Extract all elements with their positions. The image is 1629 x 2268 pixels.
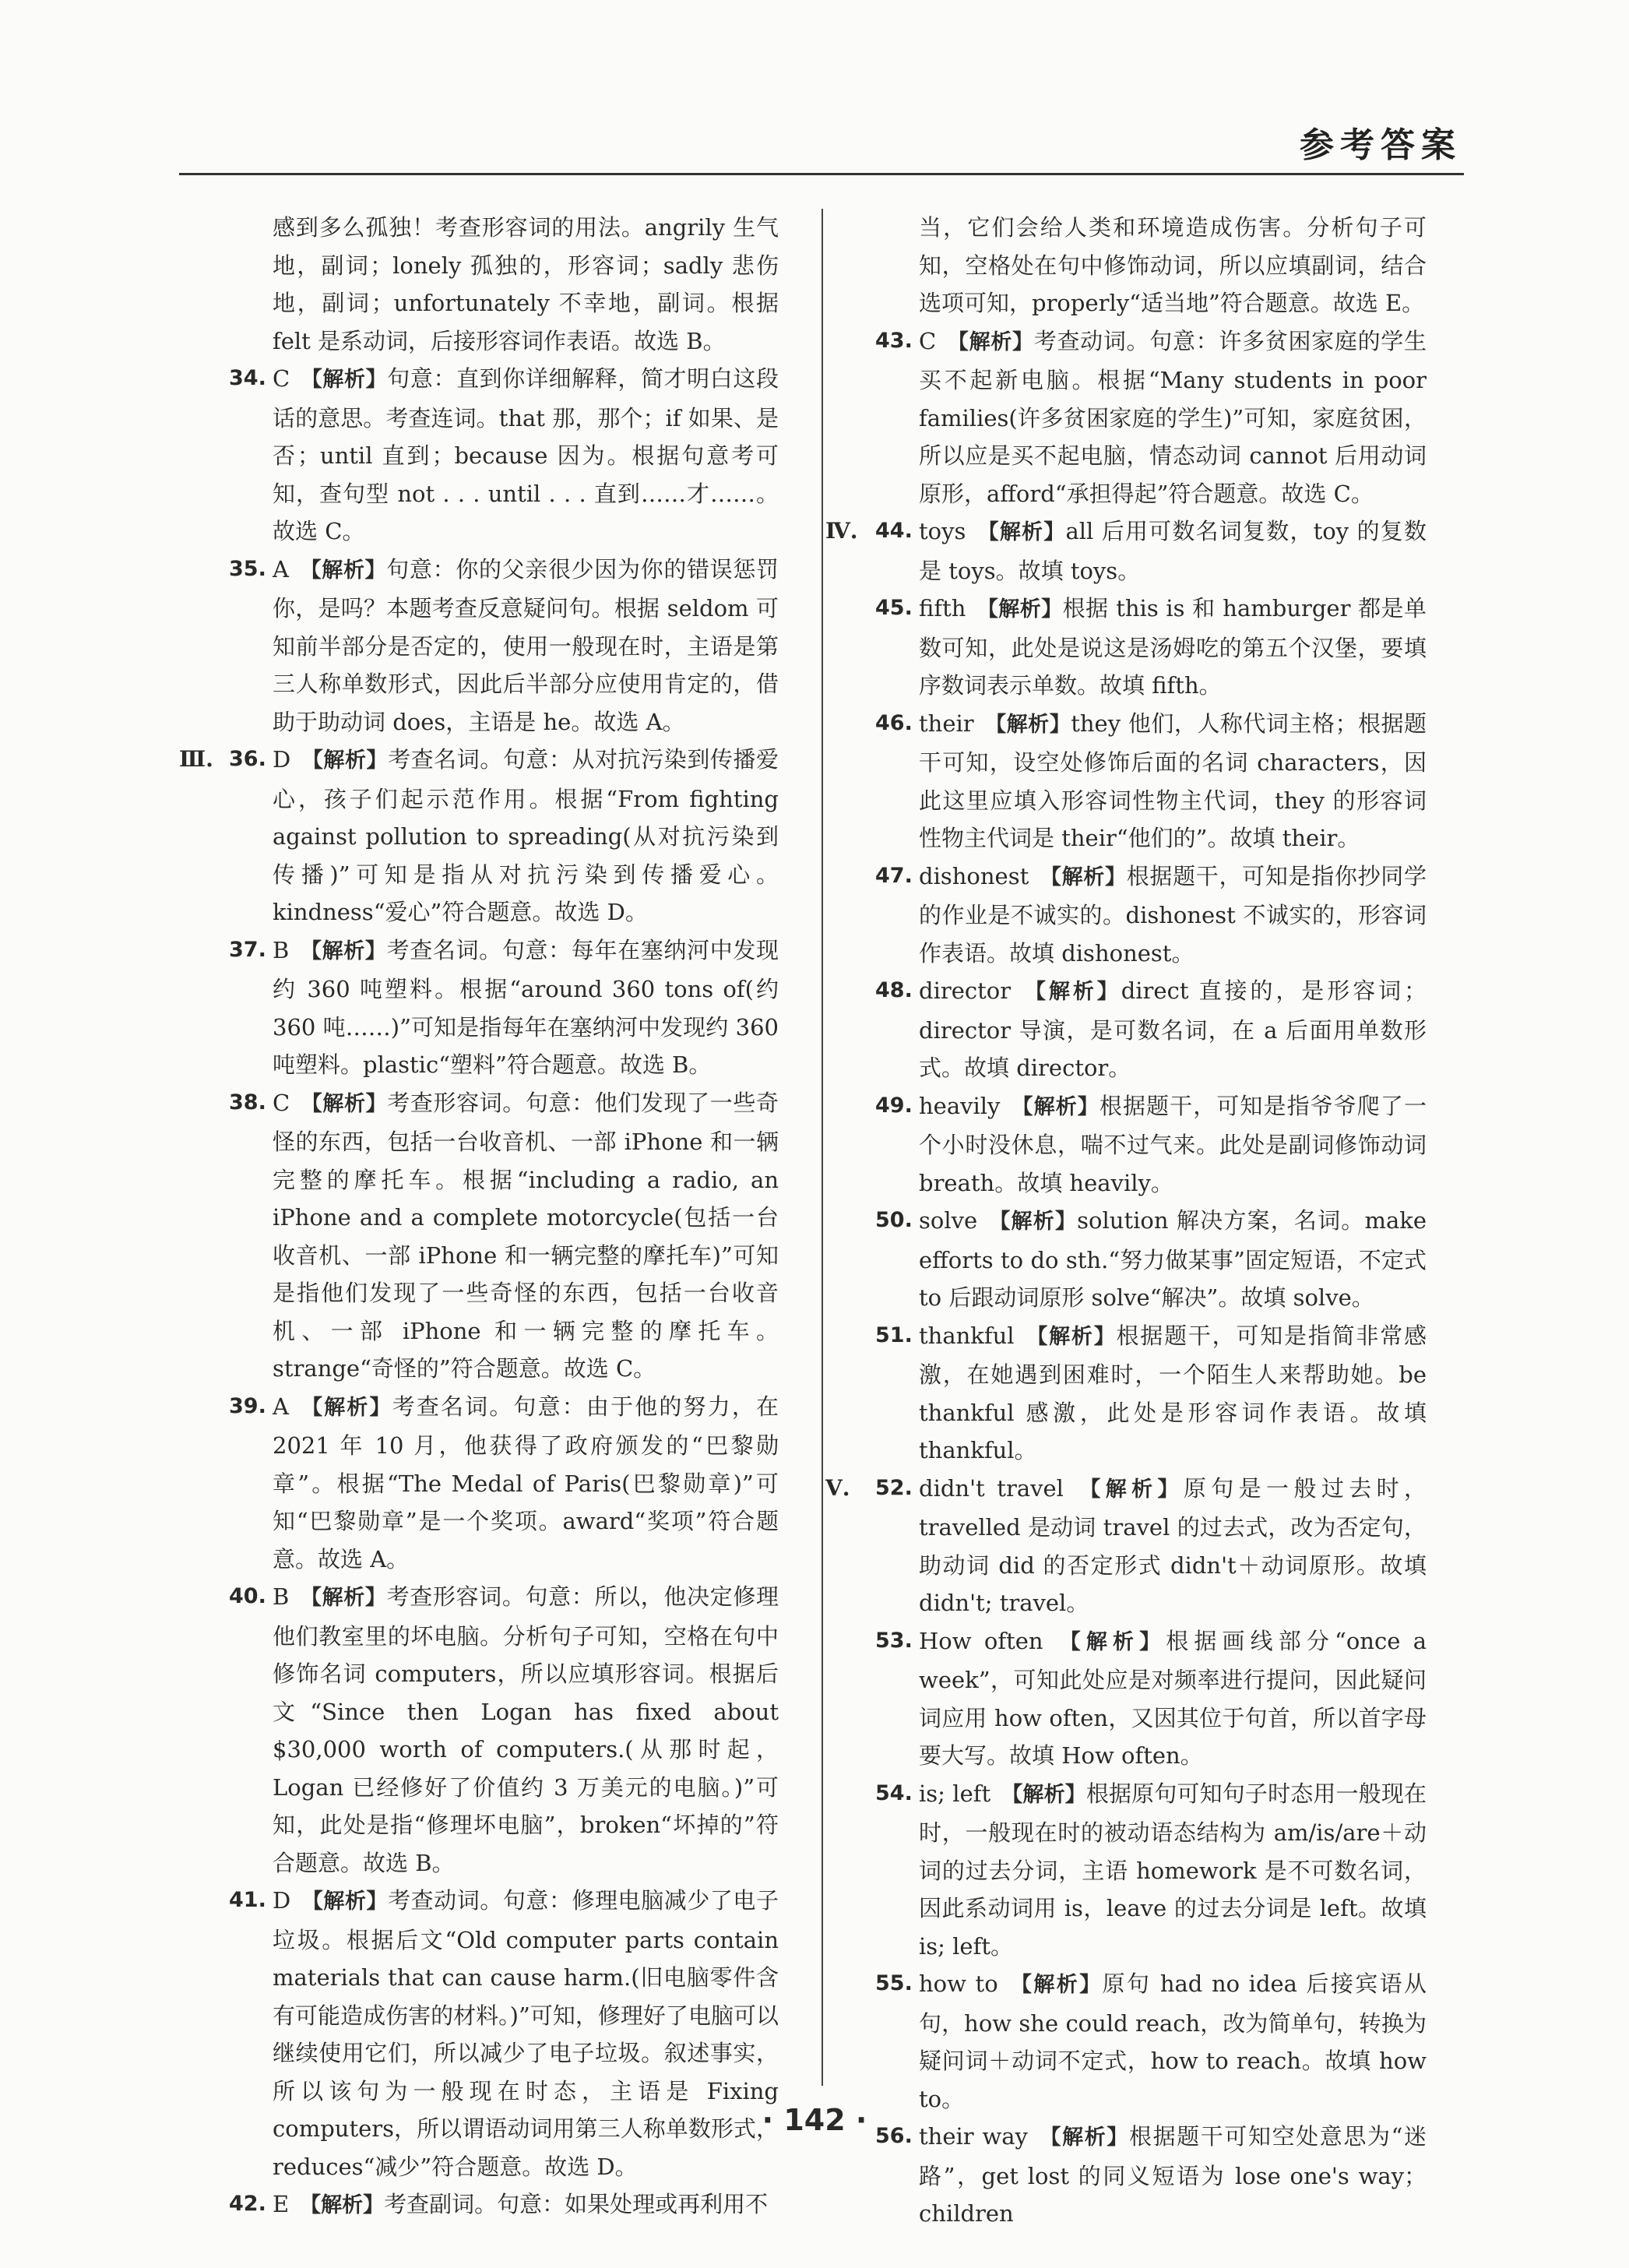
question-number: 49. — [875, 1093, 913, 1118]
answer-key: A — [273, 555, 289, 583]
analysis-text: 考查副词。句意：如果处理或再利用不 — [384, 2191, 769, 2217]
analysis-tag: 【解析】 — [984, 712, 1071, 737]
answer-entry — [875, 322, 1427, 513]
analysis-tag: 【解析】 — [300, 939, 387, 963]
analysis-text: 考查动词。句意：修理电脑减少了电子垃圾。根据后文“Old computer parts contain materials that can cause harm.(旧电脑零件含有可能造成伤害的材料。)”可知，修理好了电脑可以继续使用它们，所以减少了电子垃圾。叙述事实，所以该句为一般现在时态，主语是 Fixing computers，所以谓语动词用第三人称单数形式，reduces“减少”符合题意。故选 D。 — [273, 1887, 779, 2180]
answer-entry — [875, 1202, 1427, 1317]
answer-key: B — [273, 936, 290, 963]
analysis-text: 考查名词。句意：从对抗污染到传播爱心，孩子们起示范作用。根据“From fighting against pollution to spreading(从对抗污染到传播)”可知是指从对抗污染到传播爱心。kindness“爱心”符合题意。故选 D。 — [273, 746, 779, 925]
answer-key: their — [919, 710, 974, 737]
answer-entry — [825, 1470, 1427, 1622]
answer-key: C — [919, 327, 937, 354]
question-number: 37. — [229, 937, 266, 962]
question-number: 44. — [875, 519, 913, 543]
question-number: 34. — [229, 366, 266, 390]
analysis-text: 考查名词。句意：每年在塞纳河中发现约 360 吨塑料。根据“around 360 tons of(约 360 吨……)”可知是指每年在塞纳河中发现约 360 吨塑料。plastic“塑料”符合题意。故选 B。 — [273, 936, 779, 1078]
answer-entry — [875, 705, 1427, 858]
answer-entry — [875, 1317, 1427, 1470]
analysis-tag: 【解析】 — [301, 748, 389, 773]
answer-entry — [229, 932, 779, 1084]
question-number: 42. — [229, 2192, 266, 2216]
answer-key: B — [273, 1583, 290, 1610]
analysis-tag: 【解析】 — [1074, 1477, 1184, 1502]
question-number: 50. — [875, 1208, 913, 1232]
analysis-text: 根据原句可知句子时态用一般现在时，一般现在时的被动语态结构为 am/is/are＋动词的过去分词，主语 homework 是不可数名词，因此系动词用 is，leave 的过去分词是 left。故填 is; left。 — [919, 1780, 1427, 1960]
analysis-text: 根据画线部分“once a week”，可知此处应是对频率进行提问，因此疑问词应用 how often，又因其位于句首，所以首字母要大写。故填 How often。 — [919, 1627, 1427, 1769]
question-number: 47. — [875, 863, 913, 888]
section-numeral: Ⅴ. — [825, 1474, 850, 1501]
question-number: 35. — [229, 556, 266, 581]
analysis-text: all 后用可数名词复数，toy 的复数是 toys。故填 toys。 — [919, 518, 1427, 584]
answer-entry — [229, 1882, 779, 2185]
answer-entry — [229, 551, 779, 741]
answer-entry — [825, 512, 1427, 590]
page-number: · 142 · — [762, 2103, 867, 2137]
answer-key: their way — [919, 2123, 1028, 2150]
section-numeral: Ⅲ. — [179, 746, 213, 772]
answer-key: fifth — [919, 595, 966, 622]
answer-key: heavily — [919, 1092, 1001, 1119]
analysis-text: 根据 this is 和 hamburger 都是单数可知，此处是说这是汤姆吃的第五个汉堡，要填序数词表示单数。故填 fifth。 — [919, 595, 1427, 699]
answer-key: is; left — [919, 1780, 991, 1807]
analysis-text: 根据题干，可知是指简非常感激，在她遇到困难时，一个陌生人来帮助她。be thankful 感激，此处是形容词作表语。故填 thankful。 — [919, 1322, 1427, 1463]
page-header-title: 参考答案 — [1300, 125, 1462, 165]
answer-entry — [875, 1775, 1427, 1966]
answer-key: A — [273, 1393, 289, 1420]
answer-entry — [875, 1087, 1427, 1203]
question-number: 56. — [875, 2124, 913, 2148]
question-number: 55. — [875, 1971, 913, 1995]
question-number: 36. — [229, 747, 266, 771]
answer-key: C — [273, 365, 290, 392]
analysis-text: 句意：直到你详细解释，简才明白这段话的意思。考查连词。that 那，那个；if 如果、是否；until 直到；because 因为。根据句意考可知，查句型 not . . . until . . . 直到……才……。故选 C。 — [273, 365, 779, 544]
answer-entry — [229, 2185, 779, 2225]
question-number: 39. — [229, 1393, 266, 1418]
answer-key: solve — [919, 1207, 978, 1234]
analysis-tag: 【解析】 — [301, 1091, 388, 1116]
question-number: 46. — [875, 710, 913, 735]
answer-entry — [875, 590, 1427, 705]
analysis-text: 考查名词。句意：由于他的努力，在 2021 年 10 月，他获得了政府颁发的“巴黎勋章”。根据“The Medal of Paris(巴黎勋章)”可知“巴黎勋章”是一个奖项。award“奖项”符合题意。故选 A。 — [273, 1393, 779, 1572]
answer-key: director — [919, 977, 1012, 1004]
left-column — [179, 209, 779, 2225]
question-number: 45. — [875, 596, 913, 620]
analysis-tag: 【解析】 — [1011, 1094, 1099, 1119]
analysis-text: they 他们，人称代词主格；根据题干可知，设空处修饰后面的名词 characters，因此这里应填入形容词性物主代词，they 的形容词性物主代词是 their“他们的”。故填 their。 — [919, 710, 1427, 851]
analysis-text: 根据题干，可知是指爷爷爬了一个小时没休息，喘不过气来。此处是副词修饰动词 breath。故填 heavily。 — [919, 1092, 1427, 1196]
answer-entry — [229, 360, 779, 551]
question-number: 38. — [229, 1090, 266, 1115]
question-number: 41. — [229, 1888, 266, 1912]
analysis-tag: 【解析】 — [976, 597, 1063, 622]
analysis-text: 感到多么孤独！考查形容词的用法。angrily 生气地，副词；lonely 孤独的，形容词；sadly 悲伤地，副词；unfortunately 不幸地，副词。根据 felt 是系动词，后接形容词作表语。故选 B。 — [273, 214, 779, 354]
analysis-text: direct 直接的，是形容词；director 导演，是可数名词，在 a 后面用单数形式。故填 director。 — [919, 977, 1427, 1081]
answer-entry — [229, 1578, 779, 1882]
answer-key: dishonest — [919, 862, 1029, 889]
header-rule — [179, 173, 1464, 175]
answer-key: thankful — [919, 1322, 1015, 1349]
analysis-text: 根据题干可知空处意思为“迷路”，get lost 的同义短语为 lose one's way；children — [919, 2123, 1427, 2227]
answer-key: How often — [919, 1627, 1043, 1654]
analysis-tag: 【解析】 — [947, 329, 1034, 354]
answer-entry-continued — [880, 209, 1427, 322]
analysis-tag: 【解析】 — [299, 1395, 392, 1420]
answer-entry — [875, 1965, 1427, 2118]
analysis-tag: 【解析】 — [988, 1210, 1078, 1234]
analysis-text: 句意：你的父亲很少因为你的错误惩罚你，是吗？本题考查反意疑问句。根据 seldom 可知前半部分是否定的，使用一般现在时，主语是第三人称单数形式，因此后半部分应使用肯定的，借助于助动词 does，主语是 he。故选 A。 — [273, 555, 779, 735]
answer-entry — [229, 1084, 779, 1388]
question-number: 54. — [875, 1780, 913, 1805]
analysis-tag: 【解析】 — [1040, 865, 1127, 889]
analysis-text: 根据题干，可知是指你抄同学的作业是不诚实的。dishonest 不诚实的，形容词作表语。故填 dishonest。 — [919, 862, 1427, 967]
analysis-text: 考查形容词。句意：他们发现了一些奇怪的东西，包括一台收音机、一部 iPhone 和一辆完整的摩托车。根据“including a radio, an iPhone and a complete motorcycle(包括一台收音机、一部 iPhone 和一辆完整的摩托车)”可知是指他们发现了一些奇怪的东西，包括一台收音机、一部 iPhone 和一辆完整的摩托车。strange“奇怪的”符合题意。故选 C。 — [273, 1089, 779, 1382]
analysis-tag: 【解析】 — [301, 368, 388, 392]
question-number: 40. — [229, 1584, 266, 1608]
analysis-text: 考查形容词。句意：所以，他决定修理他们教室里的坏电脑。分析句子可知，空格在句中修饰名词 computers，所以应填形容词。根据后文“Since then Logan has fixed about $30,000 worth of computers.(从那时起，Logan 已经修好了价值约 3 万美元的电脑。)”可知，此处是指“修理坏电脑”，broken“坏掉的”符合题意。故选 B。 — [273, 1583, 779, 1876]
answer-key: toys — [919, 518, 966, 544]
right-column — [825, 209, 1427, 2233]
answer-key: D — [273, 746, 291, 773]
answer-key: how to — [919, 1970, 998, 1997]
answer-entry — [875, 1622, 1427, 1775]
analysis-text: 考查动词。句意：许多贫困家庭的学生买不起新电脑。根据“Many students in poor families(许多贫困家庭的学生)”可知，家庭贫困，所以应是买不起电脑，情态动词 cannot 后用动词原形，afford“承担得起”符合题意。故选 C。 — [919, 327, 1427, 507]
analysis-tag: 【解析】 — [300, 2193, 385, 2217]
analysis-tag: 【解析】 — [1022, 980, 1121, 1004]
analysis-text: 原句是一般过去时，travelled 是动词 travel 的过去式，改为否定句，助动词 did 的否定形式 didn't＋动词原形。故填 didn't; travel。 — [919, 1474, 1427, 1616]
question-number: 52. — [875, 1475, 913, 1500]
question-number: 48. — [875, 978, 913, 1002]
answer-entry-continued — [234, 209, 779, 360]
answer-entry — [875, 972, 1427, 1087]
analysis-tag: 【解析】 — [1038, 2125, 1129, 2150]
analysis-tag: 【解析】 — [1054, 1629, 1166, 1654]
analysis-tag: 【解析】 — [1001, 1782, 1086, 1807]
answer-key: D — [273, 1887, 291, 1914]
answer-entry — [229, 1388, 779, 1579]
answer-key: C — [273, 1089, 290, 1116]
analysis-text: 原句 had no idea 后接宾语从句，how she could reach，改为简单句，转换为疑问词＋动词不定式，how to reach。故填 how to。 — [919, 1970, 1427, 2112]
analysis-tag: 【解析】 — [1008, 1973, 1103, 1997]
section-numeral: Ⅳ. — [825, 518, 858, 544]
analysis-text: 当，它们会给人类和环境造成伤害。分析句子可知，空格处在句中修饰动词，所以应填副词，结合选项可知，properly“适当地”符合题意。故选 E。 — [919, 214, 1427, 316]
analysis-text: solution 解决方案，名词。make efforts to do sth.“努力做某事”固定短语，不定式 to 后跟动词原形 solve“解决”。故填 solve。 — [919, 1207, 1427, 1311]
analysis-tag: 【解析】 — [976, 520, 1066, 544]
analysis-tag: 【解析】 — [299, 558, 387, 583]
answer-key: didn't travel — [919, 1474, 1064, 1502]
column-divider — [822, 209, 823, 2086]
answer-entry — [875, 858, 1427, 973]
answer-key: E — [273, 2191, 290, 2217]
analysis-tag: 【解析】 — [1025, 1324, 1117, 1349]
question-number: 51. — [875, 1322, 913, 1347]
analysis-tag: 【解析】 — [300, 1586, 387, 1610]
question-number: 43. — [875, 328, 913, 353]
answer-entry — [179, 741, 779, 932]
question-number: 53. — [875, 1628, 913, 1653]
analysis-tag: 【解析】 — [301, 1889, 389, 1914]
